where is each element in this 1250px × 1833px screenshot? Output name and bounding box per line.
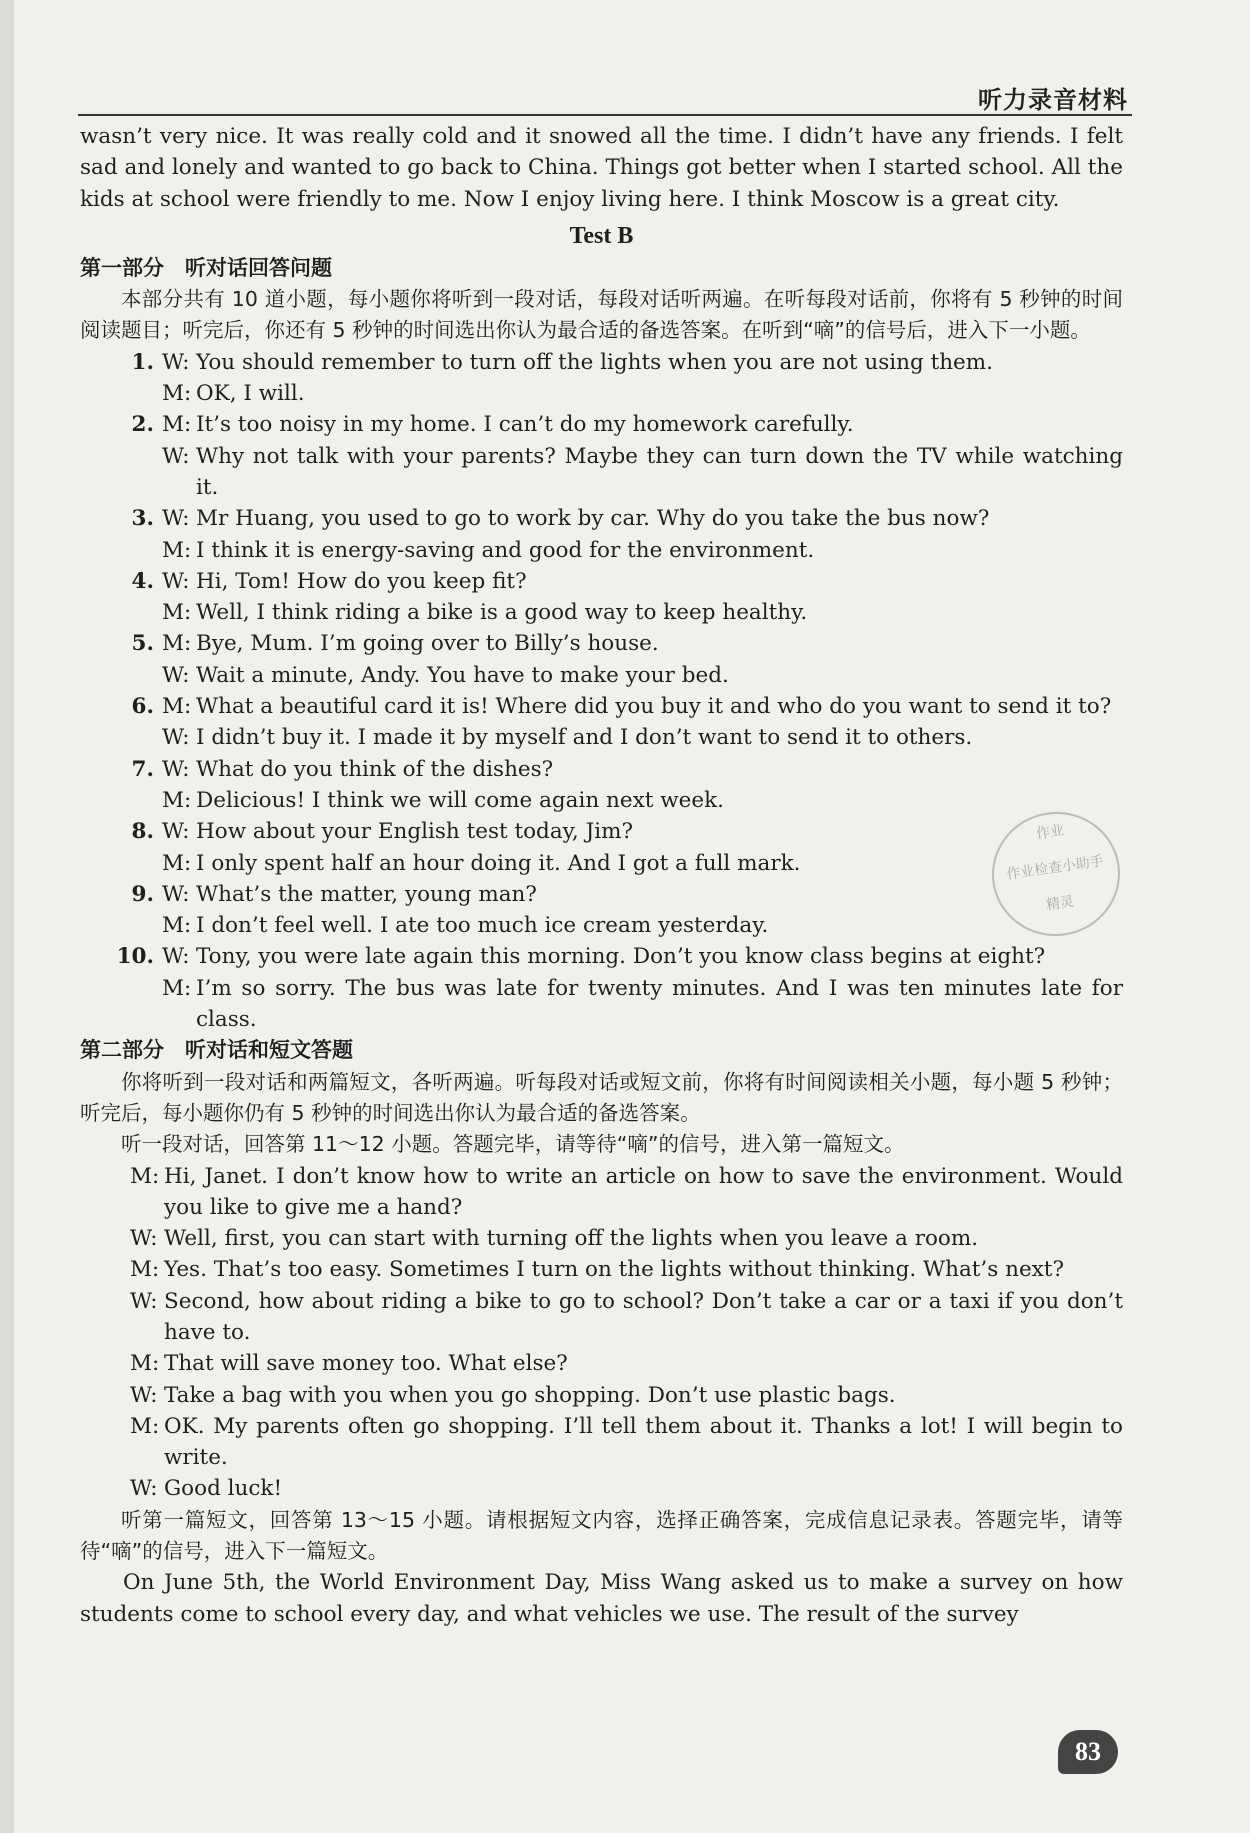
intro-paragraph: wasn’t very nice. It was really cold and it snowed all the time. I didn’t have any friends. I felt sad and lonely and wanted to go back to China. Things got better when I started school. All the kids at school were friendly to me. Now I enjoy living here. I think Moscow is a great city. — [80, 124, 1123, 212]
question-number: 1. — [131, 349, 154, 375]
question-item — [80, 691, 1123, 722]
question-number-spacer — [80, 535, 162, 566]
test-title: Test B — [569, 222, 634, 249]
dialog-line: OK, I will. — [196, 381, 305, 407]
question-reply — [80, 535, 1123, 566]
page-header: 听力录音材料 — [978, 86, 1128, 114]
dialog-line: Mr Huang, you used to go to work by car. Why do you take the bus now? — [196, 506, 990, 532]
question-item — [80, 566, 1123, 597]
dialog-line: Take a bag with you when you go shopping. Don’t use plastic bags. — [164, 1382, 896, 1408]
dialog-row — [80, 1473, 1123, 1504]
speaker-label: M: — [162, 631, 192, 657]
speaker-label: W: — [162, 881, 190, 907]
passage-intro: 听第一篇短文，回答第 13～15 小题。请根据短文内容，选择正确答案，完成信息记录表。答题完毕，请等待“嘀”的信号，进入下一篇短文。 — [80, 1507, 1123, 1564]
speaker-label: M: — [130, 1163, 160, 1189]
question-item — [80, 941, 1123, 972]
content — [80, 121, 1123, 1630]
speaker-label: M: — [162, 600, 192, 626]
question-item — [80, 628, 1123, 659]
question-reply — [80, 660, 1123, 691]
dialog-line: You should remember to turn off the lights when you are not using them. — [196, 349, 994, 375]
speaker-label: M: — [162, 381, 192, 407]
question-item — [80, 879, 1123, 910]
dialog-line: I only spent half an hour doing it. And I got a full mark. — [196, 850, 801, 876]
speaker-label: W: — [162, 819, 190, 845]
question-number-spacer — [80, 785, 162, 816]
stamp-line1: 作业 — [1035, 822, 1066, 843]
question-number: 8. — [131, 819, 154, 845]
question-number-spacer — [80, 722, 162, 753]
page-edge — [0, 0, 14, 1833]
speaker-label: M: — [162, 694, 192, 720]
question-number: 10. — [116, 944, 154, 970]
speaker-label: W: — [162, 568, 190, 594]
header-rule — [78, 114, 1132, 116]
dialog-row — [80, 1254, 1123, 1285]
question-number-spacer — [80, 848, 162, 879]
dialog-intro: 听一段对话，回答第 11～12 小题。答题完毕，请等待“嘀”的信号，进入第一篇短文。 — [121, 1132, 905, 1157]
question-number-spacer — [80, 660, 162, 691]
speaker-label: M: — [162, 787, 192, 813]
speaker-label: W: — [130, 1382, 158, 1408]
question-reply — [80, 848, 1123, 879]
speaker-label: M: — [130, 1257, 160, 1283]
dialog-row — [80, 1161, 1123, 1224]
question-reply — [80, 378, 1123, 409]
question-number-spacer — [80, 441, 162, 504]
dialog-line: Bye, Mum. I’m going over to Billy’s house. — [196, 631, 659, 657]
passage-text: On June 5th, the World Environment Day, Miss Wang asked us to make a survey on how students come to school every day, and what vehicles we use. The result of the survey — [80, 1570, 1123, 1627]
part1-heading: 第一部分 听对话回答问题 — [80, 255, 332, 280]
speaker-label: W: — [162, 756, 190, 782]
dialog-line: Wait a minute, Andy. You have to make your bed. — [196, 662, 729, 688]
question-item — [80, 754, 1123, 785]
speaker-label: M: — [130, 1351, 160, 1377]
dialog-line: What a beautiful card it is! Where did you buy it and who do you want to send it to? — [196, 694, 1112, 720]
dialog-row — [80, 1380, 1123, 1411]
speaker-label: M: — [162, 537, 192, 563]
page-number: 83 — [1058, 1730, 1118, 1774]
dialog-line: Hi, Tom! How do you keep fit? — [196, 568, 527, 594]
dialog-row — [80, 1411, 1123, 1474]
speaker-label: W: — [130, 1476, 158, 1502]
dialog-line: Yes. That’s too easy. Sometimes I turn on the lights without thinking. What’s next? — [164, 1257, 1064, 1283]
question-number: 6. — [131, 694, 154, 720]
dialog-line: Well, I think riding a bike is a good way to keep healthy. — [196, 600, 808, 626]
dialog-line: How about your English test today, Jim? — [196, 819, 634, 845]
question-number: 7. — [131, 756, 154, 782]
question-item — [80, 816, 1123, 847]
speaker-label: W: — [162, 349, 190, 375]
speaker-label: M: — [130, 1413, 160, 1439]
part2-heading: 第二部分 听对话和短文答题 — [80, 1038, 353, 1063]
dialog-line: Why not talk with your parents? Maybe they can turn down the TV while watching it. — [196, 443, 1123, 500]
speaker-label: W: — [130, 1288, 158, 1314]
dialog-row — [80, 1348, 1123, 1379]
stamp-line3: 精灵 — [1045, 893, 1076, 914]
question-reply — [80, 785, 1123, 816]
dialog-line: What do you think of the dishes? — [196, 756, 554, 782]
speaker-label: W: — [162, 662, 190, 688]
question-number: 5. — [131, 631, 154, 657]
question-number-spacer — [80, 910, 162, 941]
dialog-line: Second, how about riding a bike to go to school? Don’t take a car or a taxi if you don’t have to. — [164, 1288, 1123, 1345]
dialog-line: Good luck! — [164, 1476, 283, 1502]
question-number-spacer — [80, 597, 162, 628]
speaker-label: W: — [162, 506, 190, 532]
speaker-label: W: — [162, 443, 190, 469]
dialog-line: I think it is energy-saving and good for the environment. — [196, 537, 815, 563]
question-number-spacer — [80, 973, 162, 1036]
speaker-label: M: — [162, 975, 192, 1001]
dialog-line: Tony, you were late again this morning. Don’t you know class begins at eight? — [196, 944, 1046, 970]
question-item — [80, 409, 1123, 440]
speaker-label: W: — [130, 1226, 158, 1252]
dialog-row — [80, 1223, 1123, 1254]
dialog-line: What’s the matter, young man? — [196, 881, 537, 907]
dialog-line: I’m so sorry. The bus was late for twenty minutes. And I was ten minutes late for class. — [196, 975, 1123, 1033]
dialog-line: OK. My parents often go shopping. I’ll tell them about it. Thanks a lot! I will begin to write. — [164, 1413, 1123, 1471]
question-number: 4. — [131, 568, 154, 594]
question-reply — [80, 910, 1123, 941]
dialog-row — [80, 1286, 1123, 1349]
question-item — [80, 347, 1123, 378]
part2-instructions: 你将听到一段对话和两篇短文，各听两遍。听每段对话或短文前，你将有时间阅读相关小题，每小题 5 秒钟；听完后，每小题你仍有 5 秒钟的时间选出你认为最合适的备选答案。 — [80, 1069, 1123, 1125]
part1-instructions: 本部分共有 10 道小题，每小题你将听到一段对话，每段对话听两遍。在听每段对话前，你将有 5 秒钟的时间阅读题目；听完后，你还有 5 秒钟的时间选出你认为最合适的备选答案。在听到“嘀”的信号后，进入下一小题。 — [80, 287, 1123, 343]
question-number-spacer — [80, 378, 162, 409]
stamp-line2: 作业检查小助手 — [1005, 853, 1105, 883]
question-item — [80, 503, 1123, 534]
question-number: 2. — [131, 412, 154, 438]
question-reply — [80, 973, 1123, 1036]
dialog-line: It’s too noisy in my home. I can’t do my homework carefully. — [196, 412, 854, 438]
speaker-label: W: — [162, 725, 190, 751]
speaker-label: M: — [162, 412, 192, 438]
question-reply — [80, 722, 1123, 753]
dialog-line: I don’t feel well. I ate too much ice cream yesterday. — [196, 913, 769, 939]
dialog — [80, 1161, 1123, 1505]
question-reply — [80, 597, 1123, 628]
question-number: 3. — [131, 506, 154, 532]
question-number: 9. — [131, 881, 154, 907]
dialog-line: Hi, Janet. I don’t know how to write an article on how to save the environment. Would you like to give me a hand? — [164, 1163, 1123, 1220]
dialog-line: That will save money too. What else? — [164, 1351, 568, 1377]
part1-items — [80, 347, 1123, 1036]
dialog-line: Delicious! I think we will come again next week. — [196, 787, 724, 813]
dialog-line: I didn’t buy it. I made it by myself and I don’t want to send it to others. — [196, 725, 973, 751]
speaker-label: W: — [162, 944, 190, 970]
dialog-line: Well, first, you can start with turning off the lights when you leave a room. — [164, 1226, 979, 1252]
question-reply — [80, 441, 1123, 504]
speaker-label: M: — [162, 850, 192, 876]
speaker-label: M: — [162, 913, 192, 939]
